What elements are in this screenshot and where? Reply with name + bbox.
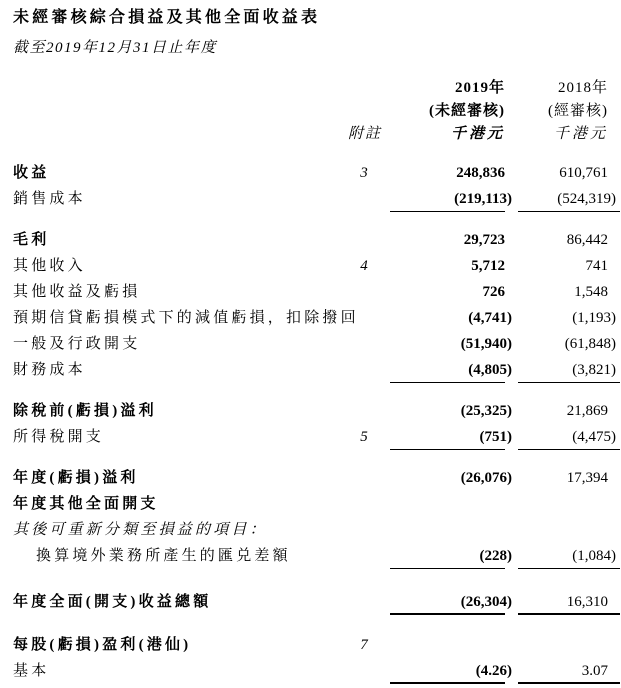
row-label: 年度其他全面開支 [13, 496, 159, 512]
amount-2019: 29,723 [463, 232, 505, 248]
statement-title: 未經審核綜合損益及其他全面收益表 [13, 9, 321, 26]
spacer-row [13, 212, 621, 227]
table-row [13, 543, 621, 569]
row-value-2018 [518, 331, 620, 357]
row-note [340, 305, 390, 331]
amount-2018: 1,548 [574, 284, 608, 300]
row-value-2018 [518, 186, 620, 212]
amount-2019: (219,113) [454, 191, 512, 207]
row-label: 其他收益及虧損 [13, 284, 141, 300]
column-gap [505, 123, 518, 146]
amount-2019: (26,076) [460, 470, 512, 486]
row-value-2018 [518, 543, 620, 569]
column-gap [505, 357, 518, 383]
row-value-2019 [390, 465, 512, 491]
row-note [340, 589, 390, 615]
spacer-row [13, 450, 621, 465]
table-row [13, 424, 621, 450]
row-label: 換算境外業務所產生的匯兑差額 [36, 548, 291, 564]
row-note [340, 227, 390, 253]
table-header [13, 77, 621, 146]
table-row [13, 227, 621, 253]
row-value-2019 [390, 160, 505, 186]
statement-period: 截至2019年12月31日止年度 [13, 40, 218, 56]
column-gap [505, 517, 518, 543]
table-row [13, 160, 621, 186]
column-gap [505, 491, 518, 517]
amount-2019: 5,712 [471, 258, 505, 274]
row-value-2018 [518, 589, 620, 615]
row-value-2019 [390, 253, 505, 279]
col-header-2018-year: 2018年 [557, 80, 608, 96]
row-value-2018 [518, 491, 620, 517]
header-row-year [13, 77, 621, 100]
amount-2018: (1,193) [572, 310, 616, 326]
row-value-2019 [390, 491, 505, 517]
column-gap [505, 465, 518, 491]
header-spacer [13, 123, 340, 146]
amount-2018: 21,869 [566, 403, 608, 419]
row-label: 一般及行政開支 [13, 336, 141, 352]
row-label: 毛利 [13, 232, 50, 248]
column-gap [505, 100, 518, 123]
row-note: 7 [360, 637, 370, 653]
row-value-2019 [390, 357, 512, 383]
row-value-2018 [518, 160, 620, 186]
row-value-2019 [390, 305, 512, 331]
column-gap [505, 398, 518, 424]
spacer-row [13, 383, 621, 398]
row-note [340, 186, 390, 212]
row-value-2018 [518, 398, 620, 424]
amount-2019: (4.26) [475, 663, 512, 679]
row-note [340, 517, 390, 543]
header-row-units [13, 123, 621, 146]
row-note: 3 [360, 165, 370, 181]
column-gap [505, 253, 518, 279]
row-value-2019 [390, 658, 512, 684]
row-note [340, 357, 390, 383]
row-value-2018 [518, 517, 620, 543]
column-gap [505, 589, 518, 615]
spacer-row [13, 569, 621, 589]
row-value-2019 [390, 279, 505, 305]
amount-2019: (4,741) [468, 310, 512, 326]
row-label: 其他收入 [13, 258, 86, 274]
amount-2019: (228) [479, 548, 512, 564]
amount-2018: (4,475) [572, 429, 616, 445]
row-label: 其後可重新分類至損益的項目： [13, 522, 268, 538]
amount-2018: (3,821) [572, 362, 616, 378]
row-value-2018 [518, 632, 620, 658]
table-row [13, 279, 621, 305]
row-label: 年度全面(開支)收益總額 [13, 594, 212, 610]
row-label: 收益 [13, 165, 50, 181]
header-spacer [13, 77, 340, 100]
row-label: 所得稅開支 [13, 429, 105, 445]
table-row [13, 305, 621, 331]
row-value-2019 [390, 227, 505, 253]
col-header-2019-audit-status: (未經審核) [429, 103, 505, 119]
table-row [13, 465, 621, 491]
row-note [340, 543, 390, 569]
row-note [340, 491, 390, 517]
row-note: 5 [360, 429, 370, 445]
table-row [13, 658, 621, 684]
amount-2019: (4,805) [468, 362, 512, 378]
row-value-2018 [518, 227, 620, 253]
amount-2019: 248,836 [456, 165, 505, 181]
table-row [13, 186, 621, 212]
spacer-row [13, 615, 621, 632]
row-note [340, 398, 390, 424]
amount-2018: 17,394 [566, 470, 608, 486]
amount-2018: (61,848) [564, 336, 616, 352]
table-row [13, 398, 621, 424]
column-gap [505, 543, 518, 569]
column-gap [505, 279, 518, 305]
header-spacer [340, 77, 390, 100]
column-gap [505, 77, 518, 100]
row-label: 預期信貸虧損模式下的減值虧損，扣除撥回 [13, 310, 359, 326]
column-gap [505, 424, 518, 450]
row-value-2018 [518, 279, 620, 305]
header-row-audit [13, 100, 621, 123]
column-gap [505, 658, 518, 684]
amount-2018: 741 [585, 258, 608, 274]
row-note [340, 465, 390, 491]
row-label: 年度(虧損)溢利 [13, 470, 139, 486]
amount-2018: (524,319) [557, 191, 616, 207]
col-header-2018-audit-status: (經審核) [548, 103, 608, 119]
row-value-2019 [390, 589, 512, 615]
row-note [340, 658, 390, 684]
row-value-2019 [390, 398, 512, 424]
amount-2019: (25,325) [460, 403, 512, 419]
row-label: 除稅前(虧損)溢利 [13, 403, 157, 419]
table-row [13, 632, 621, 658]
amount-2019: (51,940) [460, 336, 512, 352]
row-label: 銷售成本 [13, 191, 86, 207]
row-value-2018 [518, 424, 620, 450]
table-row [13, 491, 621, 517]
row-value-2018 [518, 253, 620, 279]
col-header-notes: 附註 [347, 126, 382, 142]
row-value-2018 [518, 658, 620, 684]
amount-2018: 3.07 [581, 663, 608, 679]
table-row [13, 589, 621, 615]
amount-2018: 16,310 [566, 594, 608, 610]
amount-2019: 726 [482, 284, 505, 300]
table-row [13, 253, 621, 279]
table-body [13, 160, 621, 684]
col-header-2019-unit: 千港元 [450, 126, 505, 142]
row-value-2018 [518, 465, 620, 491]
row-value-2019 [390, 331, 512, 357]
row-value-2019 [390, 632, 505, 658]
column-gap [505, 305, 518, 331]
row-note [340, 331, 390, 357]
row-value-2019 [390, 517, 505, 543]
row-label: 每股(虧損)盈利(港仙) [13, 637, 192, 653]
column-gap [505, 160, 518, 186]
row-label: 財務成本 [13, 362, 86, 378]
column-gap [505, 227, 518, 253]
row-value-2019 [390, 543, 512, 569]
table-row [13, 331, 621, 357]
row-label: 基本 [13, 663, 50, 679]
col-header-2019-year: 2019年 [454, 80, 505, 96]
amount-2019: (751) [479, 429, 512, 445]
row-note [340, 279, 390, 305]
row-value-2018 [518, 305, 620, 331]
row-note: 4 [360, 258, 370, 274]
row-value-2019 [390, 424, 512, 450]
row-value-2019 [390, 186, 512, 212]
column-gap [505, 186, 518, 212]
header-spacer [340, 100, 390, 123]
column-gap [505, 331, 518, 357]
table-row [13, 517, 621, 543]
amount-2018: (1,084) [572, 548, 616, 564]
header-spacer [13, 100, 340, 123]
col-header-2018-unit: 千港元 [553, 126, 608, 142]
amount-2018: 610,761 [559, 165, 608, 181]
row-value-2018 [518, 357, 620, 383]
table-row [13, 357, 621, 383]
column-gap [505, 632, 518, 658]
amount-2019: (26,304) [460, 594, 512, 610]
amount-2018: 86,442 [566, 232, 608, 248]
